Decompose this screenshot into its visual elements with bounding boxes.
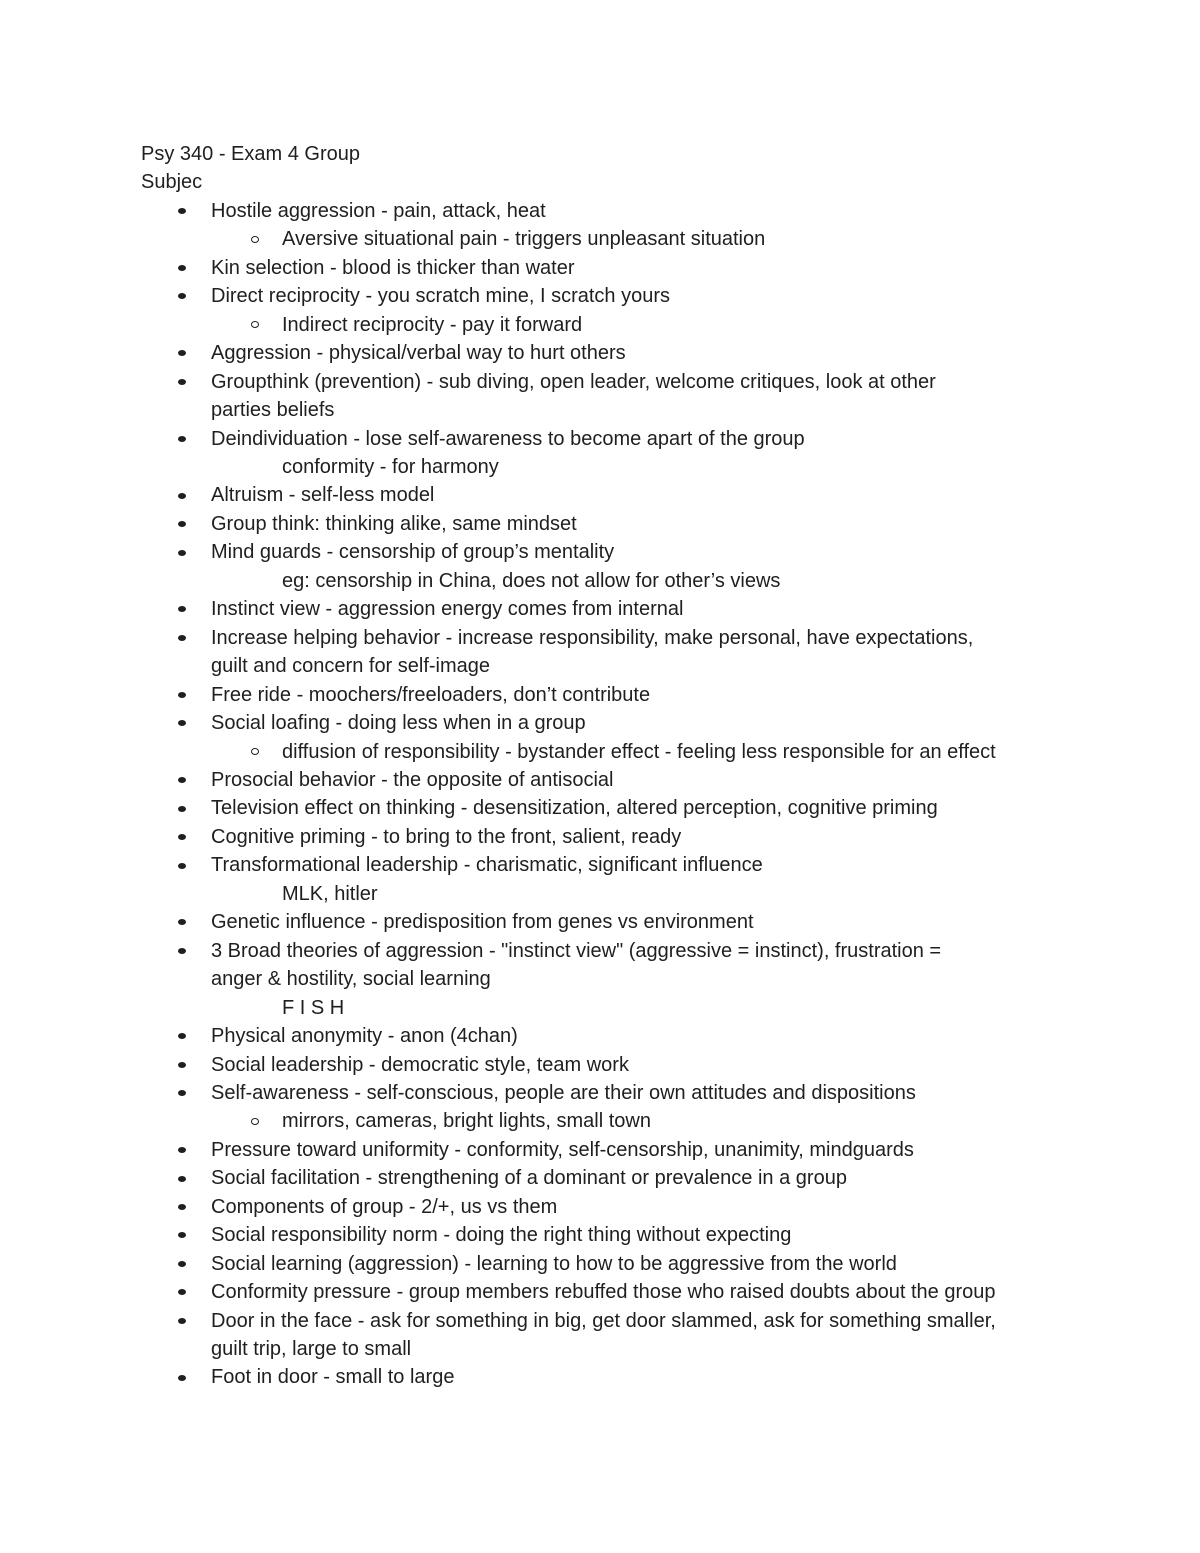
list-item-text: Prosocial behavior - the opposite of antisocial [211,768,614,791]
bullet-disc-icon [178,766,186,794]
document-page [141,140,1101,1392]
list-item [141,851,1101,879]
list-item [141,1051,1101,1079]
list-item-text: Increase helping behavior - increase responsibility, make personal, have expectations, [211,626,974,649]
list-item-text: Components of group - 2/+, us vs them [211,1195,558,1218]
list-item-continuation [141,1335,1101,1363]
list-item [141,823,1101,851]
list-item-text: F I S H [282,996,345,1019]
list-item-text: Cognitive priming - to bring to the front, salient, ready [211,825,682,848]
list-item-text: Social facilitation - strengthening of a dominant or prevalence in a group [211,1167,847,1190]
list-item-text: Hostile aggression - pain, attack, heat [211,199,546,222]
bullet-disc-icon [178,595,186,623]
bullet-circle-icon [251,311,259,339]
list-item [141,1107,1101,1135]
list-item [141,510,1101,538]
list-item-text: MLK, hitler [282,882,378,905]
bullet-disc-icon [178,937,186,965]
list-item-text: parties beliefs [211,399,335,422]
bullet-disc-icon [178,254,186,282]
list-item [141,339,1101,367]
bullet-disc-icon [178,1307,186,1335]
list-item-text: anger & hostility, social learning [211,968,491,991]
list-item-text: Deindividuation - lose self-awareness to become apart of the group [211,427,805,450]
list-item [141,681,1101,709]
bullet-disc-icon [178,1363,186,1391]
list-item-text: eg: censorship in China, does not allow for other’s views [282,569,781,592]
list-item-continuation [141,994,1101,1022]
bullet-disc-icon [178,197,186,225]
list-item-text: diffusion of responsibility - bystander effect - feeling less responsible for an effect [282,740,996,763]
list-item-text: Kin selection - blood is thicker than water [211,256,575,279]
list-item-text: Pressure toward uniformity - conformity, self-censorship, unanimity, mindguards [211,1138,914,1161]
list-item [141,1221,1101,1249]
bullet-disc-icon [178,851,186,879]
bullet-disc-icon [178,481,186,509]
list-item [141,481,1101,509]
list-item-text: Genetic influence - predisposition from genes vs environment [211,911,754,934]
list-item-text: Instinct view - aggression energy comes from internal [211,598,684,621]
list-item [141,1363,1101,1391]
list-item-text: Direct reciprocity - you scratch mine, I scratch yours [211,285,671,308]
bullet-disc-icon [178,1193,186,1221]
list-item-text: Transformational leadership - charismatic, significant influence [211,854,763,877]
list-item-text: Altruism - self-less model [211,484,435,507]
bullet-disc-icon [178,709,186,737]
list-item-text: Mind guards - censorship of group’s mentality [211,541,615,564]
list-item-text: Self-awareness - self-conscious, people are their own attitudes and dispositions [211,1081,916,1104]
list-item [141,1136,1101,1164]
bullet-disc-icon [178,1136,186,1164]
list-item [141,1278,1101,1306]
list-item [141,1022,1101,1050]
list-item-text: Aversive situational pain - triggers unpleasant situation [282,228,766,251]
bullet-disc-icon [178,510,186,538]
bullet-disc-icon [178,368,186,396]
list-item [141,937,1101,965]
list-item [141,282,1101,310]
list-item [141,766,1101,794]
list-item-continuation [141,880,1101,908]
list-item-text: Social loafing - doing less when in a group [211,712,586,735]
list-item-text: Social leadership - democratic style, team work [211,1053,629,1076]
list-item [141,1079,1101,1107]
list-item-text: Social responsibility norm - doing the right thing without expecting [211,1224,792,1247]
list-item-text: Physical anonymity - anon (4chan) [211,1025,518,1048]
bullet-circle-icon [251,1107,259,1135]
list-item [141,254,1101,282]
list-item [141,197,1101,225]
bullet-disc-icon [178,908,186,936]
notes-list [141,197,1101,1392]
list-item [141,624,1101,652]
list-item-text: Group think: thinking alike, same mindset [211,512,577,535]
bullet-circle-icon [251,738,259,766]
bullet-disc-icon [178,1051,186,1079]
list-item-text: Indirect reciprocity - pay it forward [282,313,583,336]
list-item [141,794,1101,822]
list-item-text: Foot in door - small to large [211,1366,455,1389]
list-item [141,908,1101,936]
list-item-text: Conformity pressure - group members rebuffed those who raised doubts about the group [211,1281,996,1304]
list-item-text: Groupthink (prevention) - sub diving, open leader, welcome critiques, look at other [211,370,936,393]
bullet-disc-icon [178,1278,186,1306]
list-item [141,311,1101,339]
bullet-disc-icon [178,681,186,709]
list-item-continuation [141,965,1101,993]
list-item [141,709,1101,737]
bullet-disc-icon [178,624,186,652]
list-item [141,1193,1101,1221]
list-item-continuation [141,652,1101,680]
bullet-disc-icon [178,1079,186,1107]
list-item [141,538,1101,566]
list-item-text: 3 Broad theories of aggression - "instinct view" (aggressive = instinct), frustration = [211,939,942,962]
bullet-disc-icon [178,425,186,453]
list-item-text: Aggression - physical/verbal way to hurt others [211,342,626,365]
list-item [141,595,1101,623]
list-item [141,425,1101,453]
list-item [141,1307,1101,1335]
bullet-circle-icon [251,225,259,253]
bullet-disc-icon [178,823,186,851]
bullet-disc-icon [178,339,186,367]
bullet-disc-icon [178,1221,186,1249]
bullet-disc-icon [178,1250,186,1278]
list-item-text: Television effect on thinking - desensitization, altered perception, cognitive priming [211,797,938,820]
list-item [141,1164,1101,1192]
list-item-text: Free ride - moochers/freeloaders, don’t contribute [211,683,651,706]
bullet-disc-icon [178,1022,186,1050]
list-item-text: Door in the face - ask for something in big, get door slammed, ask for something smaller, [211,1309,996,1332]
list-item-text: guilt and concern for self-image [211,655,491,678]
list-item-text: guilt trip, large to small [211,1338,412,1361]
list-item [141,368,1101,396]
document-title: Psy 340 - Exam 4 Group [141,143,360,165]
list-item [141,1250,1101,1278]
list-item-continuation [141,567,1101,595]
document-subtitle: Subjec [141,171,203,194]
bullet-disc-icon [178,794,186,822]
list-item [141,225,1101,253]
list-item-continuation [141,453,1101,481]
list-item-text: conformity - for harmony [282,455,499,478]
list-item-text: mirrors, cameras, bright lights, small town [282,1110,651,1133]
bullet-disc-icon [178,282,186,310]
bullet-disc-icon [178,538,186,566]
bullet-disc-icon [178,1164,186,1192]
list-item-continuation [141,396,1101,424]
list-item [141,738,1101,766]
list-item-text: Social learning (aggression) - learning to how to be aggressive from the world [211,1252,897,1275]
